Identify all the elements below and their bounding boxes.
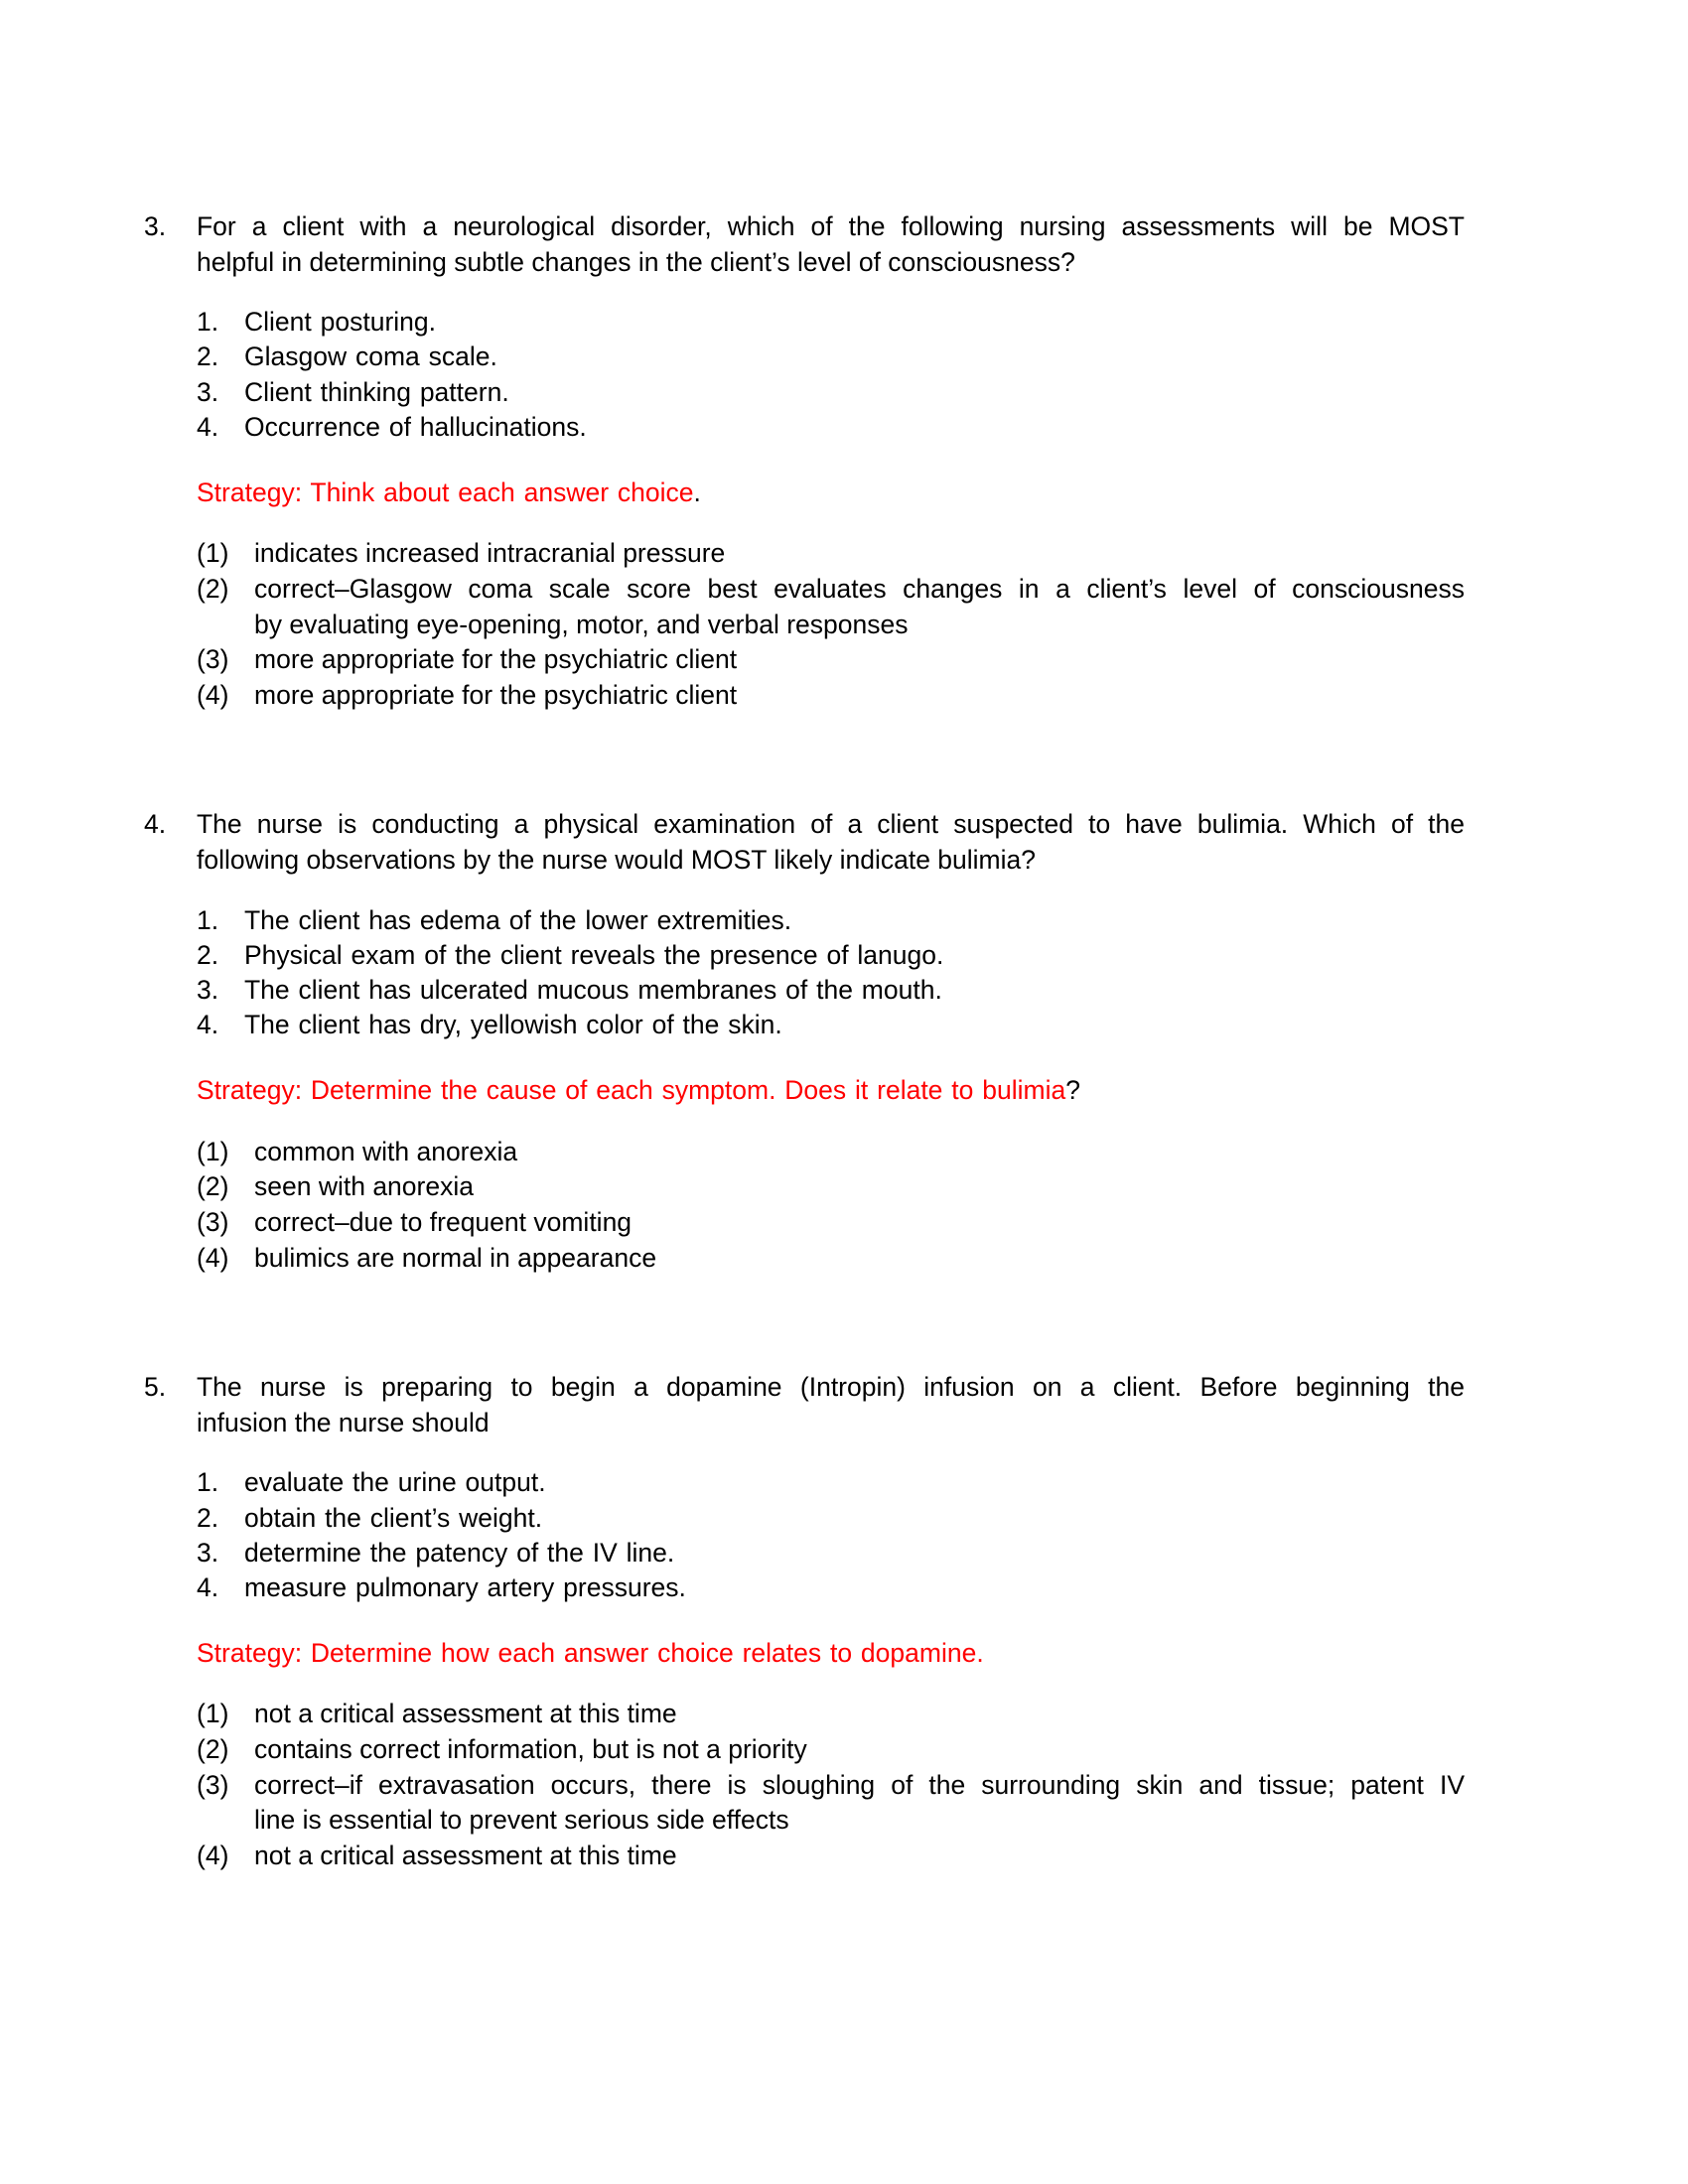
question-block: [144, 806, 1465, 1276]
rationale-text: [254, 1768, 1465, 1839]
answer-option-label: The client has edema of the lower extremities.: [244, 904, 792, 935]
rationale-list: [144, 536, 1465, 713]
answer-options: [144, 903, 1465, 1043]
rationale-text-line-1: correct–if extravasation occurs, there is sloughing of the surrounding skin and tissue; patent IV: [254, 1769, 1465, 1800]
rationale-text: correct–due to frequent vomiting: [254, 1206, 633, 1237]
rationale-list: [144, 1697, 1465, 1873]
rationale-item: [197, 572, 1465, 642]
rationale-text: more appropriate for the psychiatric client: [254, 679, 738, 710]
rationale-marker: (3): [197, 1769, 229, 1800]
rationale-marker: (3): [197, 1206, 229, 1237]
question-text: [197, 806, 1465, 878]
rationale-marker: (4): [197, 1841, 229, 1871]
question-stem-line-1: The nurse is preparing to begin a dopamine (Intropin) infusion on a client. Before beginning the: [197, 1372, 1465, 1403]
strategy-punctuation: ?: [1065, 1075, 1080, 1106]
answer-option-marker: 3.: [197, 974, 219, 1005]
answer-option-label: Occurrence of hallucinations.: [244, 411, 587, 442]
answer-option-label: measure pulmonary artery pressures.: [244, 1572, 686, 1602]
rationale-text-line-2: line is essential to prevent serious side effects: [254, 1805, 789, 1836]
answer-option-label: Client thinking pattern.: [244, 376, 509, 407]
answer-option-marker: 1.: [197, 307, 219, 338]
question-number: 5.: [144, 1372, 167, 1403]
answer-option[interactable]: [197, 1570, 1465, 1605]
strategy-line: [144, 1636, 1465, 1671]
rationale-text-line-2: by evaluating eye-opening, motor, and verbal responses: [254, 609, 909, 639]
answer-option-label: Physical exam of the client reveals the presence of lanugo.: [244, 939, 944, 970]
answer-option-label: The client has ulcerated mucous membranes of the mouth.: [244, 974, 942, 1005]
question-stem-line-2: helpful in determining subtle changes in the client’s level of consciousness?: [197, 247, 1075, 278]
answer-option-marker: 2.: [197, 939, 219, 970]
rationale-marker: (3): [197, 644, 229, 675]
rationale-item: [197, 1135, 1465, 1170]
rationale-item: [197, 1839, 1465, 1874]
page-content: [144, 208, 1465, 1874]
question-stem: [144, 208, 1465, 280]
answer-option[interactable]: [197, 938, 1465, 973]
question-stem-line-2: infusion the nurse should: [197, 1408, 490, 1438]
rationale-item: [197, 536, 1465, 572]
rationale-item: [197, 1241, 1465, 1277]
answer-option[interactable]: [197, 1501, 1465, 1536]
answer-option-marker: 1.: [197, 904, 219, 935]
question-block: [144, 208, 1465, 713]
rationale-text: indicates increased intracranial pressure: [254, 538, 726, 569]
strategy-line: [144, 1073, 1465, 1108]
strategy-punctuation: .: [693, 478, 701, 507]
rationale-text-line-1: correct–Glasgow coma scale score best evaluates changes in a client’s level of consciousness: [254, 573, 1465, 604]
rationale-text: contains correct information, but is not a priority: [254, 1734, 807, 1765]
answer-option-marker: 4.: [197, 1572, 219, 1602]
answer-option[interactable]: [197, 1465, 1465, 1500]
answer-option-label: evaluate the urine output.: [244, 1467, 546, 1498]
rationale-marker: (2): [197, 1734, 229, 1765]
rationale-list: [144, 1135, 1465, 1277]
rationale-text: more appropriate for the psychiatric client: [254, 644, 738, 675]
answer-option-marker: 1.: [197, 1467, 219, 1498]
answer-option[interactable]: [197, 375, 1465, 410]
answer-option-marker: 4.: [197, 411, 219, 442]
rationale-marker: (2): [197, 1171, 229, 1202]
answer-option-marker: 4.: [197, 1010, 219, 1040]
answer-options: [144, 305, 1465, 445]
question-stem-line-2: following observations by the nurse would MOST likely indicate bulimia?: [197, 845, 1036, 876]
answer-option-marker: 2.: [197, 1502, 219, 1533]
strategy-text: Strategy: Determine the cause of each symptom. Does it relate to bulimia: [197, 1075, 1066, 1106]
rationale-text: seen with anorexia: [254, 1171, 474, 1202]
answer-option-label: Client posturing.: [244, 307, 436, 338]
rationale-marker: (2): [197, 573, 229, 604]
strategy-text: Strategy: Determine how each answer choice relates to dopamine.: [197, 1638, 984, 1669]
answer-option-label: determine the patency of the IV line.: [244, 1537, 675, 1568]
question-number: 4.: [144, 809, 167, 840]
rationale-marker: (1): [197, 538, 229, 569]
rationale-marker: (4): [197, 1242, 229, 1273]
rationale-item: [197, 1205, 1465, 1241]
answer-option[interactable]: [197, 1536, 1465, 1570]
rationale-item: [197, 1697, 1465, 1732]
answer-option[interactable]: [197, 410, 1465, 445]
answer-option-marker: 3.: [197, 1537, 219, 1568]
answer-option-label: The client has dry, yellowish color of the skin.: [244, 1010, 782, 1040]
answer-option-label: obtain the client’s weight.: [244, 1502, 543, 1533]
rationale-item: [197, 1768, 1465, 1839]
section-spacer: [144, 764, 1465, 806]
answer-option[interactable]: [197, 1008, 1465, 1042]
answer-options: [144, 1465, 1465, 1605]
strategy-text: Strategy: Think about each answer choice: [197, 478, 694, 507]
answer-option-marker: 2.: [197, 341, 219, 372]
rationale-text: not a critical assessment at this time: [254, 1841, 677, 1871]
question-text: [197, 1369, 1465, 1440]
question-stem-line-1: The nurse is conducting a physical examination of a client suspected to have bulimia. Which of the: [197, 809, 1465, 840]
rationale-text: bulimics are normal in appearance: [254, 1242, 657, 1273]
question-stem-line-1: For a client with a neurological disorder, which of the following nursing assessments will be MOST: [197, 211, 1465, 241]
rationale-item: [197, 678, 1465, 714]
question-text: [197, 208, 1465, 280]
answer-option-marker: 3.: [197, 376, 219, 407]
rationale-marker: (4): [197, 679, 229, 710]
rationale-text: common with anorexia: [254, 1136, 518, 1166]
rationale-marker: (1): [197, 1699, 229, 1729]
question-number: 3.: [144, 211, 167, 241]
rationale-item: [197, 642, 1465, 678]
question-block: [144, 1369, 1465, 1873]
rationale-marker: (1): [197, 1136, 229, 1166]
question-stem: [144, 806, 1465, 878]
answer-option[interactable]: [197, 973, 1465, 1008]
rationale-text: [254, 572, 1465, 642]
answer-option[interactable]: [197, 305, 1465, 340]
rationale-item: [197, 1732, 1465, 1768]
section-spacer: [144, 1327, 1465, 1369]
strategy-line: [144, 476, 1465, 510]
answer-option[interactable]: [197, 903, 1465, 938]
answer-option[interactable]: [197, 340, 1465, 374]
question-stem: [144, 1369, 1465, 1440]
rationale-text: not a critical assessment at this time: [254, 1699, 677, 1729]
answer-option-label: Glasgow coma scale.: [244, 341, 497, 372]
rationale-item: [197, 1169, 1465, 1205]
